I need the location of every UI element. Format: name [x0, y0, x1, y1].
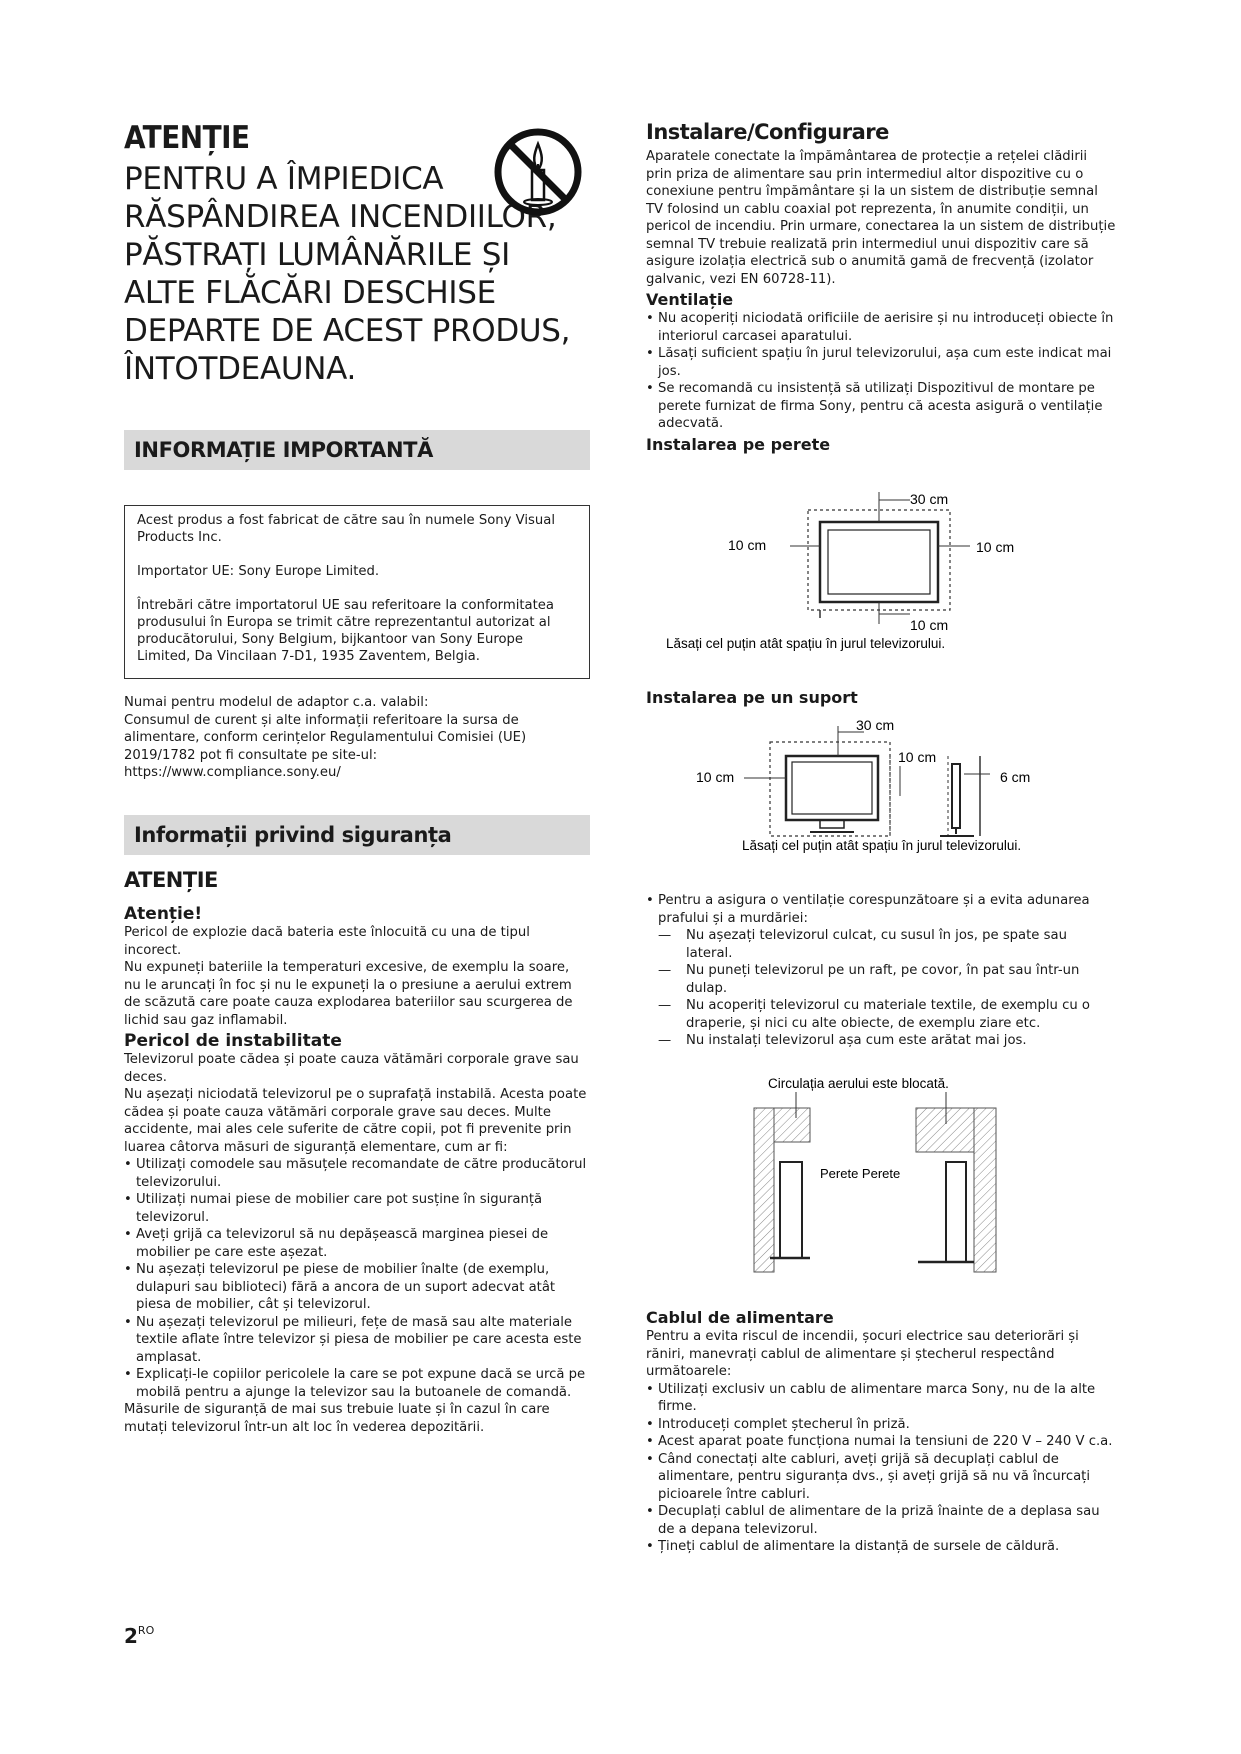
compliance-link[interactable]: https://www.compliance.sony.eu/	[124, 765, 341, 780]
power-cable-section	[646, 1308, 1116, 1556]
airflow-list	[646, 927, 1116, 1050]
list-item: • Utilizați numai piese de mobilier care pot susține în siguranță televizorul.	[124, 1191, 590, 1226]
list-item: • Când conectați alte cabluri, aveți grijă să decuplați cablul de alimentare, pentru siguranța dvs., și aveți grijă să nu vă încurcați picioarele între cabluri.	[646, 1451, 1116, 1504]
list-item: — Nu acoperiți televizorul cu materiale textile, de exemplu cu o draperie, și nici cu alte obiecte, de exemplu ziare etc.	[658, 997, 1116, 1032]
right-column	[646, 120, 1116, 455]
list-item: • Nu acoperiți niciodată orificiile de aerisire și nu introduceți obiecte în interiorul carcasei aparatului.	[646, 310, 1116, 345]
instability-p1: Televizorul poate cădea și poate cauza vătămări corporale grave sau deces.	[124, 1052, 579, 1085]
adapter-line1: Numai pentru modelul de adaptor c.a. valabil:	[124, 695, 429, 710]
list-item: — Nu puneți televizorul pe un raft, pe covor, în pat sau într-un dulap.	[658, 962, 1116, 997]
stand-mid-label: 10 cm	[898, 749, 937, 765]
list-item: • Nu așezați televizorul pe milieuri, fețe de masă sau alte materiale textile aflate între televizor și piesa de mobilier pe care acesta este amplasat.	[124, 1314, 590, 1367]
stand-install-diagram	[690, 716, 1110, 866]
ventilation-list	[646, 310, 1116, 433]
list-item: • Utilizați exclusiv un cablu de alimentare marca Sony, nu de la alte firme.	[646, 1381, 1116, 1416]
power-cable-list	[646, 1381, 1116, 1556]
list-item: • Introduceți complet ștecherul în priză.	[646, 1416, 1116, 1434]
stand-install-heading: Instalarea pe un suport	[646, 688, 858, 707]
page-number	[124, 1624, 154, 1648]
adapter-line2: Consumul de curent și alte informații referitoare la sursa de alimentare, conform cerințelor Regulamentului Comisiei (UE) 2019/1782 pot fi consultate pe site-ul:	[124, 712, 527, 763]
instability-p2: Nu așezați niciodată televizorul pe o suprafață instabilă. Acesta poate cădea și poate cauza vătămări corporale grave sau deces. Multe accidente, mai ales cele suferite de către copii, pot fi prevenite prin luarea câtorva măsuri de siguranță elementare, cum ar fi:	[124, 1087, 587, 1155]
battery-warning-1: Pericol de explozie dacă bateria este înlocuită cu una de tipul incorect.	[124, 925, 530, 958]
page-language: RO	[137, 1624, 155, 1637]
fire-warning-text: PENTRU A ÎMPIEDICA RĂSPÂNDIREA INCENDIILOR, PĂSTRAȚI LUMÂNĂRILE ȘI ALTE FLĂCĂRI DESCHISE DEPARTE DE ACEST PRODUS, ÎNTOTDEAUNA.	[124, 161, 571, 387]
list-item: • Acest aparat poate funcționa numai la tensiuni de 220 V – 240 V c.a.	[646, 1433, 1116, 1451]
list-item: • Țineți cablul de alimentare la distanță de sursele de căldură.	[646, 1538, 1116, 1556]
stand-caption: Lăsați cel puțin atât spațiu în jurul televizorului.	[742, 838, 1022, 853]
list-item: • Aveți grijă ca televizorul să nu depășească marginea piesei de mobilier pe care este așezat.	[124, 1226, 590, 1261]
list-item: • Nu așezați televizorul pe piese de mobilier înalte (de exemplu, dulapuri sau biblioteci) fără a ancora de un suport adecvat atât piesa de mobilier, cât și televizorul.	[124, 1261, 590, 1314]
wall-bottom-label: 10 cm	[910, 617, 949, 633]
blocked-airflow-diagram	[740, 1074, 1020, 1284]
battery-warning-2: Nu expuneți bateriile la temperaturi excesive, de exemplu la soare, nu le aruncați în foc și nu le expuneți la o presiune a aerului extrem de scăzută care poate cauza explodarea bateriilor sau scurgerea de lichid sau gaz inflamabil.	[124, 960, 573, 1028]
stand-right-label: 6 cm	[1000, 769, 1031, 785]
safety-section	[124, 868, 590, 1436]
wall-install-heading: Instalarea pe perete	[646, 434, 831, 454]
airflow-intro: • Pentru a asigura o ventilație corespunzătoare și a evita adunarea prafului și a murdăriei:	[646, 892, 1116, 927]
wall-top-label: 30 cm	[910, 491, 949, 507]
stand-top-label: 30 cm	[856, 717, 895, 733]
safety-info-bar: Informații privind siguranța	[124, 815, 590, 855]
stand-left-label: 10 cm	[696, 769, 735, 785]
airflow-section	[646, 892, 1116, 1050]
install-text: Aparatele conectate la împământarea de protecție a rețelei clădirii prin priza de alimentare sau prin intermediul altor dispozitive cu o conexiune pentru împământare și la un sistem de distribuție semnal TV folosind un cablu coaxial pot reprezenta, în anumite condiții, un pericol de incendiu. Prin urmare, conectarea la un sistem de distribuție semnal TV trebuie realizată prin intermediul unui dispozitiv care să asigure izolația electrică sub o anumită gamă de frecvență (izolator galvanic, vezi EN 60728-11).	[646, 149, 1116, 287]
attention-subtitle: ATENȚIE	[124, 868, 218, 892]
no-open-flame-icon	[492, 126, 584, 218]
install-title: Instalare/Configurare	[646, 120, 889, 144]
list-item: • Utilizați comodele sau măsuțele recomandate de către producătorul televizorului.	[124, 1156, 590, 1191]
list-item: • Se recomandă cu insistență să utilizați Dispozitivul de montare pe perete furnizat de firma Sony, pentru că acesta asigură o ventilație adecvată.	[646, 380, 1116, 433]
manufacturer-info-box	[124, 505, 590, 679]
wall-left-label: 10 cm	[728, 537, 767, 553]
wall-install-diagram	[660, 488, 1100, 658]
ventilation-heading: Ventilație	[646, 290, 734, 309]
power-cable-text: Pentru a evita riscul de incendii, șocuri electrice sau deteriorări și răniri, manevrați cablul de alimentare și ștecherul respectând următoarele:	[646, 1329, 1079, 1379]
conformity-text: Întrebări către importatorul UE sau referitoare la conformitatea produsului în Europa se trimit către reprezentantul autorizat al producătorului, Sony Belgium, bijkantoor van Sony Europe Limited, Da Vincilaan 7-D1, 1935 Zaventem, Belgia.	[137, 598, 554, 664]
list-item: — Nu instalați televizorul așa cum este arătat mai jos.	[658, 1032, 1116, 1050]
page-number-value: 2	[124, 1624, 138, 1648]
importer-text: Importator UE: Sony Europe Limited.	[137, 564, 380, 579]
instability-list	[124, 1156, 590, 1401]
battery-heading: Atenție!	[124, 904, 203, 924]
instability-heading: Pericol de instabilitate	[124, 1031, 342, 1051]
list-item: • Explicați-le copiilor pericolele la care se pot expune dacă se urcă pe mobilă pentru a ajunge la televizor sau la butoanele de comandă.	[124, 1366, 590, 1401]
list-item: • Lăsați suficient spațiu în jurul televizorului, așa cum este indicat mai jos.	[646, 345, 1116, 380]
power-cable-heading: Cablul de alimentare	[646, 1308, 834, 1327]
list-item: • Decuplați cablul de alimentare de la priză înainte de a deplasa sau de a depana televizorul.	[646, 1503, 1116, 1538]
wall-labels: Perete Perete	[820, 1166, 901, 1181]
manufacturer-text: Acest produs a fost fabricat de către sau în numele Sony Visual Products Inc.	[137, 513, 555, 545]
adapter-info	[124, 694, 584, 782]
wall-right-label: 10 cm	[976, 539, 1015, 555]
instability-end: Măsurile de siguranță de mai sus trebuie luate și în cazul în care mutați televizorul într-un alt loc în vederea depozitării.	[124, 1402, 550, 1435]
blocked-caption: Circulația aerului este blocată.	[768, 1076, 949, 1091]
attention-title: ATENȚIE	[124, 120, 250, 156]
list-item: — Nu așezați televizorul culcat, cu susul în jos, pe spate sau lateral.	[658, 927, 1116, 962]
wall-caption: Lăsați cel puțin atât spațiu în jurul televizorului.	[666, 636, 946, 651]
important-info-bar: INFORMAȚIE IMPORTANTĂ	[124, 430, 590, 470]
